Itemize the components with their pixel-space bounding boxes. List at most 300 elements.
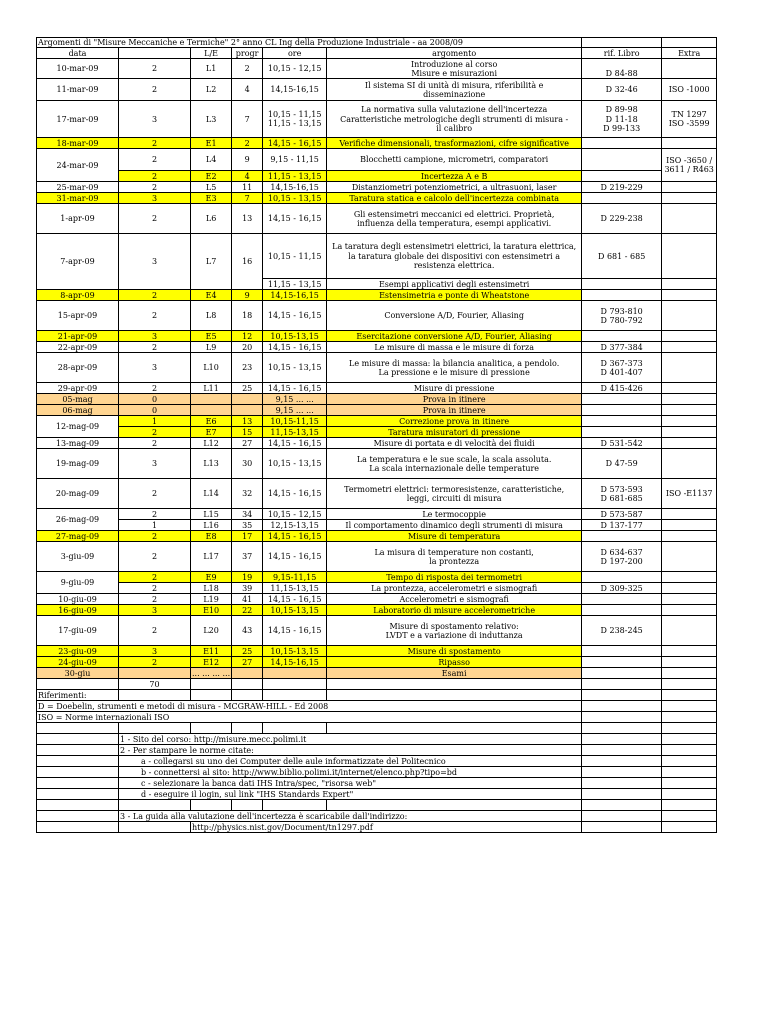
- reference-doebelin: D = Doebelin, strumenti e metodi di misura - MCGRAW-HILL - Ed 2008: [37, 701, 582, 712]
- row-extra: [662, 438, 717, 449]
- blank: [662, 811, 717, 822]
- row-extra: [662, 427, 717, 438]
- row-book-ref: [582, 171, 662, 182]
- row-le: L7: [191, 234, 232, 290]
- blank: [37, 679, 119, 690]
- header-argomento: argomento: [327, 48, 582, 59]
- blank: [37, 767, 119, 778]
- row-le: E2: [191, 171, 232, 182]
- blank: [662, 701, 717, 712]
- table-row: [37, 149, 717, 171]
- row-book-ref: [582, 605, 662, 616]
- blank: [191, 800, 232, 811]
- row-topic: La misura di temperature non costanti, la prontezza: [327, 542, 582, 572]
- row-topic: Verifiche dimensionali, trasformazioni, cifre significative: [327, 138, 582, 149]
- total-hours: 70: [119, 679, 191, 690]
- note-item: d - eseguire il login, sul link "IHS Standards Expert": [119, 789, 582, 800]
- row-le: E12: [191, 657, 232, 668]
- row-date: 10-giu-09: [37, 594, 119, 605]
- row-extra: [662, 301, 717, 331]
- row-le: L19: [191, 594, 232, 605]
- blank: [582, 679, 662, 690]
- row-hours: 0: [119, 405, 191, 416]
- blank: [582, 690, 662, 701]
- row-date: 26-mag-09: [37, 509, 119, 531]
- blank: [232, 690, 263, 701]
- row-book-ref: D 309-325: [582, 583, 662, 594]
- row-date: 28-apr-09: [37, 353, 119, 383]
- row-topic: Estensimetria e ponte di Wheatstone: [327, 290, 582, 301]
- row-hours: 2: [119, 427, 191, 438]
- footer-row: [37, 734, 717, 745]
- blank: [662, 712, 717, 723]
- row-extra: ISO -1000: [662, 79, 717, 101]
- row-extra: [662, 646, 717, 657]
- row-book-ref: D 84-88: [582, 59, 662, 79]
- row-extra: [662, 583, 717, 594]
- table-row: [37, 605, 717, 616]
- table-row: [37, 616, 717, 646]
- note-item: a - collegarsi su uno dei Computer delle aule informatizzate del Politecnico: [119, 756, 582, 767]
- table-row: [37, 531, 717, 542]
- blank: [191, 723, 232, 734]
- blank: [37, 745, 119, 756]
- row-progr: 11: [232, 182, 263, 193]
- row-time: 14,15-16,15: [263, 182, 327, 193]
- row-date: 24-mar-09: [37, 149, 119, 182]
- row-date: 30-giu: [37, 668, 119, 679]
- row-progr: 2: [232, 59, 263, 79]
- blank: [37, 811, 119, 822]
- row-book-ref: D 137-177: [582, 520, 662, 531]
- row-topic: Prova in itinere: [327, 405, 582, 416]
- row-extra: [662, 520, 717, 531]
- row-topic: Misure di temperatura: [327, 531, 582, 542]
- row-progr: 37: [232, 542, 263, 572]
- row-hours: 2: [119, 572, 191, 583]
- blank: [582, 800, 662, 811]
- row-extra: [662, 416, 717, 427]
- row-progr: [232, 394, 263, 405]
- row-topic: La temperatura e le sue scale, la scala assoluta. La scala internazionale delle temperature: [327, 449, 582, 479]
- row-book-ref: D 32-46: [582, 79, 662, 101]
- row-progr: 39: [232, 583, 263, 594]
- row-hours: 3: [119, 646, 191, 657]
- row-progr: 13: [232, 204, 263, 234]
- row-progr: 12: [232, 331, 263, 342]
- row-progr: 27: [232, 657, 263, 668]
- row-hours: 2: [119, 616, 191, 646]
- row-progr: 25: [232, 383, 263, 394]
- row-le: L14: [191, 479, 232, 509]
- blank: [232, 723, 263, 734]
- table-row: [37, 331, 717, 342]
- row-topic: La prontezza, accelerometri e sismografi: [327, 583, 582, 594]
- row-hours: 0: [119, 394, 191, 405]
- row-book-ref: [582, 394, 662, 405]
- blank: [263, 723, 327, 734]
- row-book-ref: D 229-238: [582, 204, 662, 234]
- row-le: L15: [191, 509, 232, 520]
- row-hours: 2: [119, 138, 191, 149]
- row-date: 25-mar-09: [37, 182, 119, 193]
- row-progr: 4: [232, 171, 263, 182]
- table-row: [37, 646, 717, 657]
- row-extra: [662, 59, 717, 79]
- references-label: Riferimenti:: [37, 690, 119, 701]
- table-row: [37, 668, 717, 679]
- row-time: 10,15-13,15: [263, 331, 327, 342]
- row-le: [191, 394, 232, 405]
- row-book-ref: D 238-245: [582, 616, 662, 646]
- row-le: L5: [191, 182, 232, 193]
- row-hours: 2: [119, 182, 191, 193]
- blank: [191, 679, 232, 690]
- row-hours: 2: [119, 657, 191, 668]
- row-time: 9,15 ... ...: [263, 394, 327, 405]
- row-progr: 30: [232, 449, 263, 479]
- blank: [582, 745, 662, 756]
- row-extra: [662, 182, 717, 193]
- blank: [37, 723, 119, 734]
- row-time: 9,15 - 11,15: [263, 149, 327, 171]
- blank: [119, 690, 191, 701]
- row-le: E7: [191, 427, 232, 438]
- row-le: L9: [191, 342, 232, 353]
- row-time: 11,15-13,15: [263, 583, 327, 594]
- row-extra: [662, 509, 717, 520]
- row-topic: La taratura degli estensimetri elettrici, la taratura elettrica, la taratura globale dei dispositivi con estensimetri a resistenza elettrica.: [327, 234, 582, 279]
- blank: [327, 690, 582, 701]
- row-progr: 23: [232, 353, 263, 383]
- row-book-ref: [582, 427, 662, 438]
- row-extra: [662, 405, 717, 416]
- row-time: 11,15 - 13,15: [263, 171, 327, 182]
- blank: [662, 734, 717, 745]
- blank: [263, 800, 327, 811]
- row-date: 31-mar-09: [37, 193, 119, 204]
- row-date: 10-mar-09: [37, 59, 119, 79]
- table-row: [37, 594, 717, 605]
- row-date: 17-giu-09: [37, 616, 119, 646]
- table-row: [37, 542, 717, 572]
- row-hours: 3: [119, 234, 191, 290]
- blank: [582, 811, 662, 822]
- blank: [662, 789, 717, 800]
- footer-row: [37, 800, 717, 811]
- row-time: 14,15 - 16,15: [263, 616, 327, 646]
- blank: [582, 778, 662, 789]
- row-topic: Prova in itinere: [327, 394, 582, 405]
- row-hours: 2: [119, 479, 191, 509]
- row-time: 10,15 - 11,15: [263, 234, 327, 279]
- row-progr: 20: [232, 342, 263, 353]
- blank: [327, 800, 582, 811]
- header-le: L/E: [191, 48, 232, 59]
- row-extra: [662, 594, 717, 605]
- footer-row: [37, 822, 717, 833]
- row-book-ref: [582, 594, 662, 605]
- row-le: L11: [191, 383, 232, 394]
- blank: [582, 734, 662, 745]
- row-le: L12: [191, 438, 232, 449]
- row-extra: [662, 449, 717, 479]
- blank: [662, 822, 717, 833]
- row-hours: 2: [119, 542, 191, 572]
- blank: [37, 822, 119, 833]
- row-topic: Misure di portata e di velocità dei fluidi: [327, 438, 582, 449]
- row-progr: 43: [232, 616, 263, 646]
- row-topic: Esercitazione conversione A/D, Fourier, Aliasing: [327, 331, 582, 342]
- row-extra: [662, 290, 717, 301]
- row-date: 24-giu-09: [37, 657, 119, 668]
- blank: [582, 701, 662, 712]
- row-date: 06-mag: [37, 405, 119, 416]
- table-row: [37, 438, 717, 449]
- blank: [662, 800, 717, 811]
- row-extra: [662, 204, 717, 234]
- row-date: 18-mar-09: [37, 138, 119, 149]
- row-time: 10,15-13,15: [263, 605, 327, 616]
- row-date: 20-mag-09: [37, 479, 119, 509]
- row-date: 23-giu-09: [37, 646, 119, 657]
- row-hours: 3: [119, 353, 191, 383]
- row-time: 10,15 - 12,15: [263, 509, 327, 520]
- row-topic: Laboratorio di misure accelerometriche: [327, 605, 582, 616]
- row-book-ref: [582, 531, 662, 542]
- row-time: 12,15-13,15: [263, 520, 327, 531]
- row-date: 11-mar-09: [37, 79, 119, 101]
- row-book-ref: [582, 149, 662, 171]
- lesson-schedule-table: [36, 37, 717, 833]
- blank: [37, 734, 119, 745]
- row-extra: [662, 605, 717, 616]
- table-row: [37, 301, 717, 331]
- row-time: 10,15 - 12,15: [263, 59, 327, 79]
- blank: [263, 690, 327, 701]
- row-extra: [662, 616, 717, 646]
- row-topic: Taratura misuratori di pressione: [327, 427, 582, 438]
- blank: [582, 756, 662, 767]
- row-time: 10,15 - 13,15: [263, 353, 327, 383]
- blank: [232, 679, 263, 690]
- row-hours: 2: [119, 149, 191, 171]
- row-le: L8: [191, 301, 232, 331]
- table-row: [37, 204, 717, 234]
- row-topic: Misure di spostamento relativo: LVDT e a variazione di induttanza: [327, 616, 582, 646]
- row-extra: [662, 138, 717, 149]
- blank: [582, 789, 662, 800]
- blank: [662, 723, 717, 734]
- blank: [662, 756, 717, 767]
- row-le: L10: [191, 353, 232, 383]
- row-le: L3: [191, 101, 232, 138]
- row-date: 8-apr-09: [37, 290, 119, 301]
- row-date: 9-giu-09: [37, 572, 119, 594]
- row-date: 19-mag-09: [37, 449, 119, 479]
- row-topic: Esami: [327, 668, 582, 679]
- row-topic: Ripasso: [327, 657, 582, 668]
- row-time: 14,15-16,15: [263, 657, 327, 668]
- row-date: 16-giu-09: [37, 605, 119, 616]
- blank: [37, 789, 119, 800]
- row-progr: 17: [232, 531, 263, 542]
- row-time: 14,15 - 16,15: [263, 542, 327, 572]
- row-hours: 3: [119, 449, 191, 479]
- row-topic: Correzione prova in itinere: [327, 416, 582, 427]
- row-date: 12-mag-09: [37, 416, 119, 438]
- blank: [327, 679, 582, 690]
- blank: [232, 800, 263, 811]
- table-row: [37, 416, 717, 427]
- note-item: 1 - Sito del corso: http://misure.mecc.polimi.it: [119, 734, 582, 745]
- row-extra: [662, 668, 717, 679]
- table-row: [37, 101, 717, 138]
- table-row: [37, 509, 717, 520]
- note-item: c - selezionare la banca dati IHS Intra/spec, "risorsa web": [119, 778, 582, 789]
- row-book-ref: D 89-98 D 11-18 D 99-133: [582, 101, 662, 138]
- row-extra: [662, 234, 717, 279]
- blank: [119, 723, 191, 734]
- row-progr: [232, 405, 263, 416]
- row-topic: Taratura statica e calcolo dell'incertezza combinata: [327, 193, 582, 204]
- blank: [582, 767, 662, 778]
- row-le: E8: [191, 531, 232, 542]
- row-time: 11,15 - 13,15: [263, 279, 327, 290]
- header-rif: rif. Libro: [582, 48, 662, 59]
- row-hours: 2: [119, 301, 191, 331]
- row-le: E3: [191, 193, 232, 204]
- table-row: [37, 405, 717, 416]
- table-row: [37, 520, 717, 531]
- row-time: 14,15 - 16,15: [263, 438, 327, 449]
- row-date: 15-apr-09: [37, 301, 119, 331]
- row-book-ref: [582, 416, 662, 427]
- row-le: E4: [191, 290, 232, 301]
- row-progr: 9: [232, 149, 263, 171]
- footer-row: [37, 767, 717, 778]
- row-time: 10,15 - 13,15: [263, 449, 327, 479]
- row-extra: [662, 394, 717, 405]
- row-hours: 2: [119, 583, 191, 594]
- row-hours: 2: [119, 204, 191, 234]
- row-time: 14,15-16,15: [263, 79, 327, 101]
- row-book-ref: D 573-593 D 681-685: [582, 479, 662, 509]
- blank: [582, 723, 662, 734]
- table-row: [37, 353, 717, 383]
- row-topic: La normativa sulla valutazione dell'incertezza Caratteristiche metrologiche degli strumenti di misura - il calibro: [327, 101, 582, 138]
- table-row: [37, 290, 717, 301]
- row-time: 10,15 - 13,15: [263, 193, 327, 204]
- row-topic: Esempi applicativi degli estensimetri: [327, 279, 582, 290]
- row-hours: 1: [119, 416, 191, 427]
- row-book-ref: D 47-59: [582, 449, 662, 479]
- row-extra: ISO -E1137: [662, 479, 717, 509]
- row-progr: 25: [232, 646, 263, 657]
- row-extra: [662, 531, 717, 542]
- row-topic: Termometri elettrici: termoresistenze, caratteristiche, leggi, circuiti di misura: [327, 479, 582, 509]
- row-progr: 18: [232, 301, 263, 331]
- footer-row: [37, 690, 717, 701]
- table-row: [37, 572, 717, 583]
- row-book-ref: D 573-587: [582, 509, 662, 520]
- row-time: 14,15 - 16,15: [263, 342, 327, 353]
- blank: [662, 745, 717, 756]
- row-topic: Misure di spostamento: [327, 646, 582, 657]
- row-book-ref: D 377-384: [582, 342, 662, 353]
- row-le: L6: [191, 204, 232, 234]
- header-extra: Extra: [662, 48, 717, 59]
- header-progr: progr: [232, 48, 263, 59]
- sheet-title: Argomenti di "Misure Meccaniche e Termiche" 2° anno CL Ing della Produzione Industriale - aa 2008/09: [37, 38, 582, 48]
- row-le: E11: [191, 646, 232, 657]
- table-row: [37, 182, 717, 193]
- header-row: [37, 48, 717, 59]
- row-topic: Le misure di massa: la bilancia analitica, a pendolo. La pressione e le misure di pressione: [327, 353, 582, 383]
- row-date: 29-apr-09: [37, 383, 119, 394]
- row-date: 1-apr-09: [37, 204, 119, 234]
- row-topic: Gli estensimetri meccanici ed elettrici. Proprietà, influenza della temperatura, esempi applicativi.: [327, 204, 582, 234]
- row-time: 9,15-11,15: [263, 572, 327, 583]
- row-progr: 34: [232, 509, 263, 520]
- table-row: [37, 138, 717, 149]
- header-ore: ore: [263, 48, 327, 59]
- row-topic: Conversione A/D, Fourier, Aliasing: [327, 301, 582, 331]
- row-date: 27-mag-09: [37, 531, 119, 542]
- row-progr: 9: [232, 290, 263, 301]
- row-le: L1: [191, 59, 232, 79]
- row-le: L20: [191, 616, 232, 646]
- row-topic: Tempo di risposta dei termometri: [327, 572, 582, 583]
- row-extra: [662, 542, 717, 572]
- row-hours: 2: [119, 509, 191, 520]
- header-data: data: [37, 48, 119, 59]
- blank: [37, 800, 119, 811]
- row-date: 17-mar-09: [37, 101, 119, 138]
- row-book-ref: D 793-810 D 780-792: [582, 301, 662, 331]
- row-extra: [662, 331, 717, 342]
- row-extra: [662, 383, 717, 394]
- blank: [662, 679, 717, 690]
- row-progr: 32: [232, 479, 263, 509]
- row-le: ... ... ... ...: [192, 668, 231, 678]
- row-time: 14,15 - 16,15: [263, 383, 327, 394]
- row-hours: 2: [119, 79, 191, 101]
- row-book-ref: [582, 138, 662, 149]
- row-topic: Le misure di massa e le misure di forza: [327, 342, 582, 353]
- note-item: 2 - Per stampare le norme citate:: [119, 745, 582, 756]
- blank: [662, 690, 717, 701]
- blank: [119, 800, 191, 811]
- row-book-ref: [582, 646, 662, 657]
- table-row: [37, 59, 717, 79]
- note-item: 3 - La guida alla valutazione dell'incertezza è scaricabile dall'indirizzo:: [119, 811, 582, 822]
- row-date: 05-mag: [37, 394, 119, 405]
- row-progr: 27: [232, 438, 263, 449]
- table-row: [37, 583, 717, 594]
- row-hours: [119, 668, 191, 679]
- table-row: [37, 449, 717, 479]
- footer-row: [37, 789, 717, 800]
- row-book-ref: [582, 657, 662, 668]
- table-row: [37, 193, 717, 204]
- row-topic: Misure di pressione: [327, 383, 582, 394]
- row-extra: ISO -3650 / 3611 / R463: [662, 149, 717, 182]
- row-hours: 2: [119, 290, 191, 301]
- row-progr: 15: [232, 427, 263, 438]
- row-le: E9: [191, 572, 232, 583]
- row-hours: 2: [119, 171, 191, 182]
